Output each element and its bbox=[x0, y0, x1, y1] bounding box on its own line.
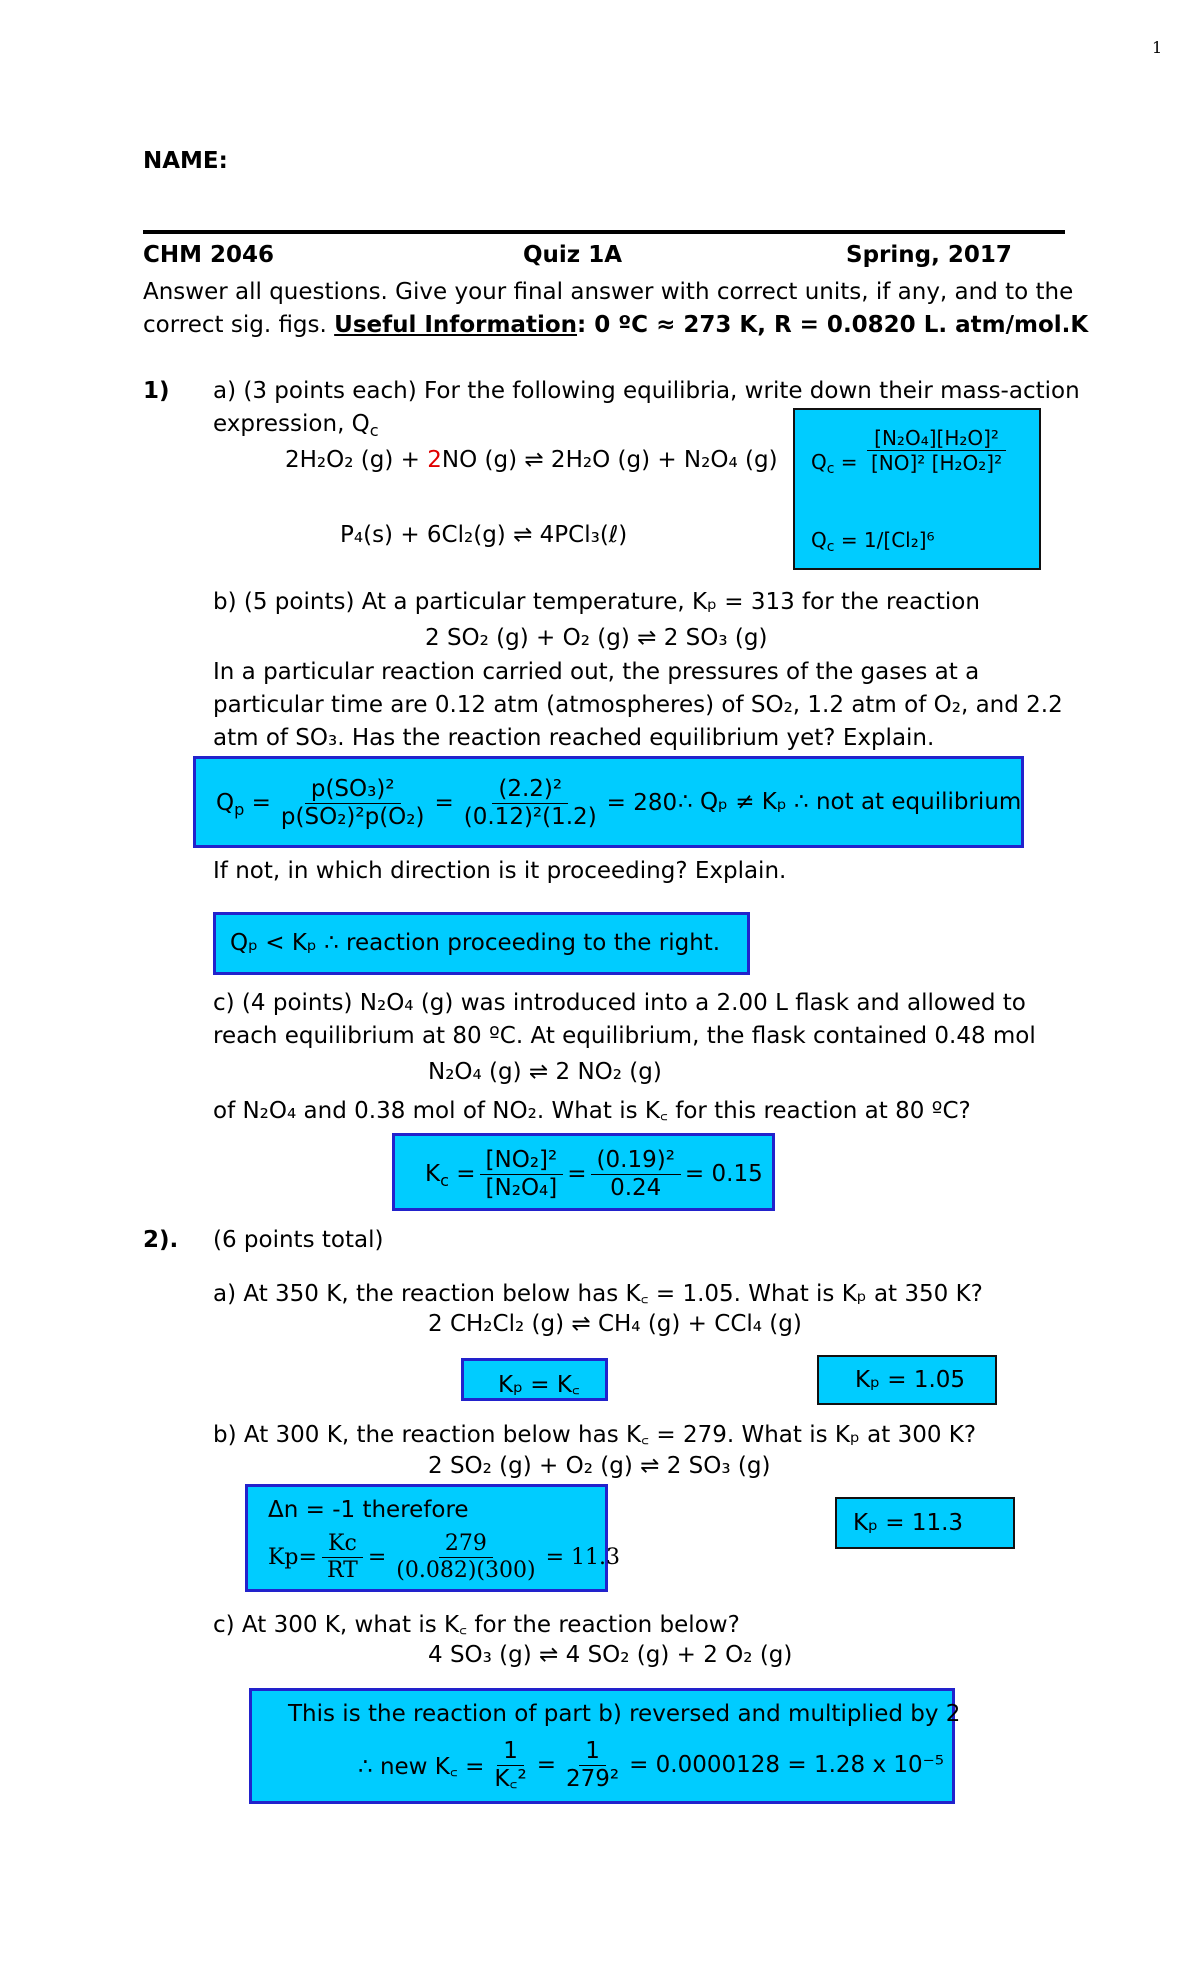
q2b-answer-box bbox=[245, 1484, 620, 1592]
q1c-text-line1: c) (4 points) N₂O₄ (g) was introduced into a 2.00 L flask and allowed to bbox=[213, 990, 1026, 1016]
q2c-answer-line1: This is the reaction of part b) reversed and multiplied by 2 bbox=[288, 1701, 961, 1727]
instructions-line1: Answer all questions. Give your final answer with correct units, if any, and to the bbox=[143, 279, 1074, 305]
q1c-text-line3: of N₂O₄ and 0.38 mol of NO₂. What is K꜀ for this reaction at 80 ºC? bbox=[213, 1098, 971, 1124]
q1b-direction-answer-box bbox=[213, 912, 750, 975]
q2c-answer-fraction-1: $\frac{1}{\text{K꜀²}}$ bbox=[494, 1738, 527, 1792]
q2a-answer-2: Kₚ = 1.05 bbox=[855, 1367, 966, 1393]
course-code: CHM 2046 bbox=[143, 242, 275, 268]
q1c-equation: N₂O₄ (g) ⇌ 2 NO₂ (g) bbox=[428, 1059, 662, 1085]
q1b-text-line4: atm of SO₃. Has the reaction reached equilibrium yet? Explain. bbox=[213, 725, 935, 751]
q2a-equation: 2 CH₂Cl₂ (g) ⇌ CH₄ (g) + CCl₄ (g) bbox=[428, 1311, 802, 1337]
term: Spring, 2017 bbox=[846, 242, 1012, 268]
q1b-answer-fraction-1: $\frac{\text{p(SO₃)²}}{\text{p(SO₂)²p(O₂)}}$ bbox=[280, 776, 425, 830]
q2c-text: c) At 300 K, what is K꜀ for the reaction below? bbox=[213, 1612, 740, 1638]
q1a-equation-2: P₄(s) + 6Cl₂(g) ⇌ 4PCl₃(ℓ) bbox=[340, 522, 628, 548]
q1c-text-line2: reach equilibrium at 80 ºC. At equilibrium, the flask contained 0.48 mol bbox=[213, 1023, 1036, 1049]
q2a-answer-1: Kₚ = K꜀ bbox=[498, 1372, 580, 1398]
q1c-answer-fraction-1: $\frac{\text{[NO₂]²}}{\text{[N₂O₄]}}$ bbox=[480, 1147, 564, 1201]
header-rule bbox=[143, 230, 1065, 234]
q1a-text-line2: expression, $Q_c$ bbox=[213, 411, 379, 440]
q1b-equation: 2 SO₂ (g) + O₂ (g) ⇌ 2 SO₃ (g) bbox=[425, 625, 768, 651]
q2b-answer-fraction-1: $\frac{Kc}{RT}$ bbox=[321, 1531, 364, 1583]
q2c-answer-box bbox=[249, 1688, 961, 1804]
useful-info-values: : 0 ºC ≈ 273 K, R = 0.0820 L. atm/mol.K bbox=[577, 312, 1089, 338]
q2b-answer-result: = 11.3 bbox=[545, 1544, 620, 1570]
q2b-answer-equation: Kp = $\frac{Kc}{RT}$ = $\frac{279}{(0.082)(300)}$ = 11.3 bbox=[268, 1531, 620, 1583]
q2a-text: a) At 350 K, the reaction below has K꜀ = 1.05. What is Kₚ at 350 K? bbox=[213, 1281, 983, 1307]
name-label: NAME: bbox=[143, 148, 228, 174]
q1b-answer-box bbox=[193, 756, 1024, 848]
q1b-direction-answer: Qₚ < Kₚ ∴ reaction proceeding to the right. bbox=[230, 930, 721, 956]
q1a-answer-box bbox=[793, 408, 1041, 570]
q2c-answer-equation: ∴ new K꜀ = $\frac{1}{\text{K꜀²}}$ = $\frac{1}{\text{279²}}$ = 0.0000128 = 1.28 x 10⁻⁵ bbox=[358, 1738, 945, 1792]
q2b-equation: 2 SO₂ (g) + O₂ (g) ⇌ 2 SO₃ (g) bbox=[428, 1453, 771, 1479]
q2-points: (6 points total) bbox=[213, 1227, 384, 1253]
question-1-number: 1) bbox=[143, 378, 170, 404]
q2a-answer-box-2 bbox=[817, 1355, 997, 1405]
q2b-answer-2: Kₚ = 11.3 bbox=[853, 1510, 964, 1536]
q1a-answer-1-fraction bbox=[867, 426, 1006, 475]
q1b-answer-equation: $Q_p$ = $\frac{\text{p(SO₃)²}}{\text{p(SO₂)²p(O₂)}}$ = $\frac{\text{(2.2)²}}{\text{(0.12)²(1.2)}}$ = 280 bbox=[216, 776, 678, 830]
q1c-answer-box bbox=[392, 1133, 775, 1211]
q1b-text-line2: In a particular reaction carried out, the pressures of the gases at a bbox=[213, 659, 980, 685]
q1a-answer-1-label: $Q_c$ = bbox=[811, 450, 858, 478]
q1b-answer-conclusion: ∴ Qₚ ≠ Kₚ ∴ not at equilibrium bbox=[678, 789, 1022, 815]
q1b-text-line5: If not, in which direction is it proceeding? Explain. bbox=[213, 858, 787, 884]
q1a-answer-1-denominator: [NO]² [H₂O₂]² bbox=[871, 451, 1003, 475]
instructions-line2: correct sig. figs. Useful Information: 0 ºC ≈ 273 K, R = 0.0820 L. atm/mol.K bbox=[143, 312, 1089, 338]
quiz-title: Quiz 1A bbox=[523, 242, 623, 268]
q1a-text-line1: a) (3 points each) For the following equilibria, write down their mass-action bbox=[213, 378, 1080, 404]
q1b-text-line1: b) (5 points) At a particular temperature, Kₚ = 313 for the reaction bbox=[213, 589, 980, 615]
useful-info-label: Useful Information bbox=[334, 312, 577, 338]
q1b-answer-q: $Q_p$ = bbox=[216, 790, 271, 819]
q2b-answer-line1: Δn = -1 therefore bbox=[268, 1497, 469, 1523]
q2c-answer-fraction-2: $\frac{1}{\text{279²}}$ bbox=[565, 1738, 620, 1792]
q2a-answer-box-1 bbox=[461, 1358, 608, 1401]
q1b-text-line3: particular time are 0.12 atm (atmospheres) of SO₂, 1.2 atm of O₂, and 2.2 bbox=[213, 692, 1063, 718]
question-2-number: 2). bbox=[143, 1227, 179, 1253]
q1a-answer-1-numerator: [N₂O₄][H₂O]² bbox=[867, 426, 1006, 451]
q2c-equation: 4 SO₃ (g) ⇌ 4 SO₂ (g) + 2 O₂ (g) bbox=[428, 1642, 793, 1668]
q1b-answer-result: = 280 bbox=[606, 790, 678, 816]
q2c-answer-result: = 0.0000128 = 1.28 x 10⁻⁵ bbox=[629, 1752, 945, 1778]
q2b-answer-box-2 bbox=[835, 1497, 1015, 1549]
q1a-equation-1: 2H₂O₂ (g) + 2NO (g) ⇌ 2H₂O (g) + N₂O₄ (g) bbox=[285, 447, 778, 473]
q2b-answer-fraction-2: $\frac{279}{(0.082)(300)}$ bbox=[396, 1531, 536, 1583]
q1a-answer-2: $Q_c = 1/[Cl_2]^6$ bbox=[811, 528, 935, 556]
q1c-answer-fraction-2: $\frac{\text{(0.19)²}}{0.24}$ bbox=[591, 1147, 681, 1201]
q1c-answer-equation: $K_c$ = $\frac{\text{[NO₂]²}}{\text{[N₂O₄]}}$ = $\frac{\text{(0.19)²}}{0.24}$ = 0.15 bbox=[425, 1147, 763, 1201]
q2b-text: b) At 300 K, the reaction below has K꜀ = 279. What is Kₚ at 300 K? bbox=[213, 1422, 977, 1448]
page-number: 1 bbox=[1152, 38, 1163, 57]
q1c-answer-result: = 0.15 bbox=[684, 1161, 763, 1187]
q1b-answer-fraction-2: $\frac{\text{(2.2)²}}{\text{(0.12)²(1.2)}}$ bbox=[463, 776, 597, 830]
